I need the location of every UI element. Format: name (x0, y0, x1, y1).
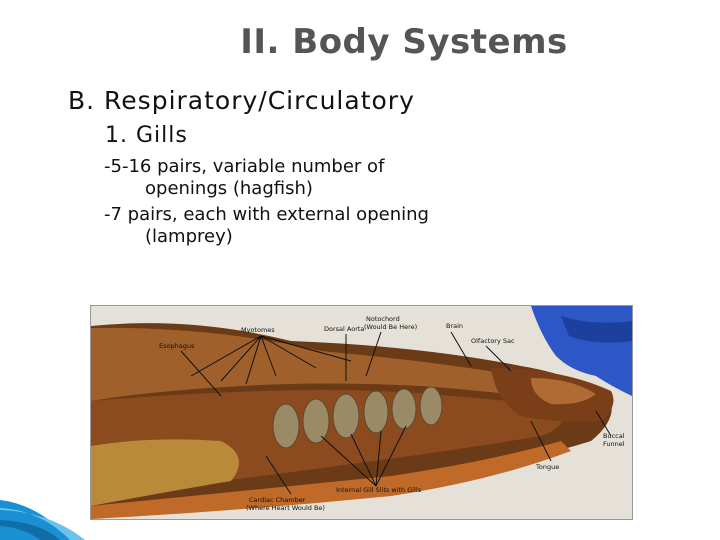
bullet-item: -5-16 pairs, variable number of openings (hagfish) (104, 156, 385, 199)
corner-decoration (0, 450, 160, 540)
dissection-illustration (91, 306, 632, 519)
label-notochord-note: (Would Be Here) (364, 323, 418, 331)
label-funnel: Funnel (603, 440, 625, 448)
label-tongue: Tongue (536, 463, 560, 471)
label-cardiac-note: (Where Heart Would Be) (246, 504, 325, 512)
label-olfactory-sac: Olfactory Sac (471, 337, 515, 345)
label-esophagus: Esophagus (159, 342, 195, 350)
label-brain: Brain (446, 322, 464, 330)
label-buccal: Buccal (603, 432, 625, 440)
bullet-list (104, 156, 434, 252)
lamprey-dissection-photo (90, 305, 633, 520)
section-heading: B. Respiratory/Circulatory (68, 86, 415, 115)
label-gill-slits: Internal Gill Slits with Gills (336, 486, 422, 494)
slide-title: II. Body Systems (240, 22, 568, 62)
label-dorsal-aorta: Dorsal Aorta (324, 325, 365, 333)
subsection-heading: 1. Gills (105, 123, 188, 148)
label-myotomes: Myotomes (241, 326, 275, 334)
label-cardiac-chamber: Cardiac Chamber (249, 496, 306, 504)
bullet-item: -7 pairs, each with external opening (lamprey) (104, 204, 429, 247)
label-notochord: Notochord (366, 315, 400, 323)
